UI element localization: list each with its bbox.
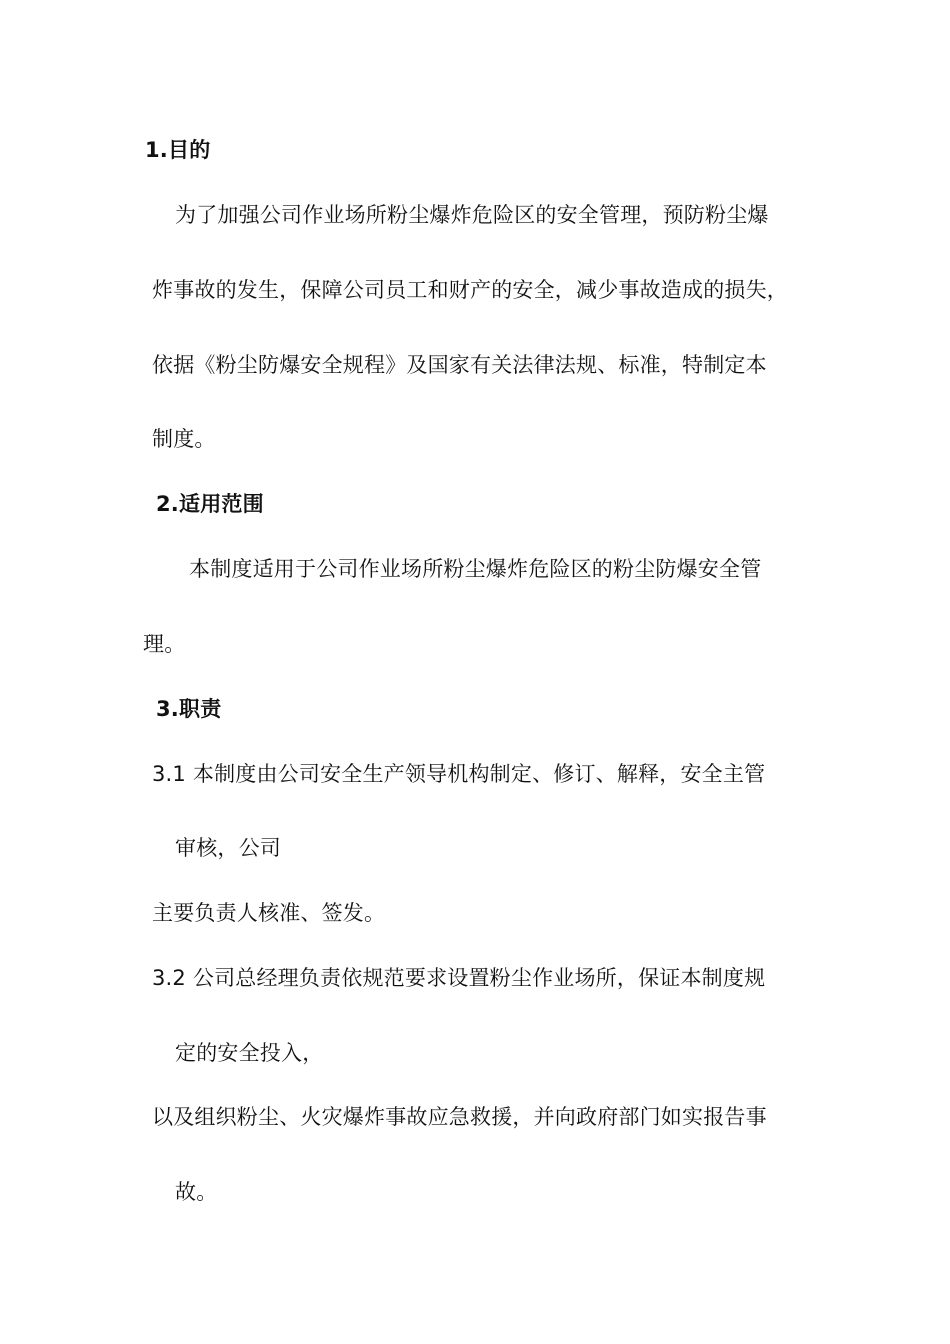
paragraph-line: 本制度适用于公司作业场所粉尘爆炸危险区的粉尘防爆安全管 xyxy=(189,557,762,581)
paragraph-line: 炸事故的发生，保障公司员工和财产的安全，减少事故造成的损失， xyxy=(152,278,788,302)
section-heading-scope: 2.适用范围 xyxy=(156,492,264,516)
paragraph-line: 制度。 xyxy=(152,427,216,451)
paragraph-line: 为了加强公司作业场所粉尘爆炸危险区的安全管理，预防粉尘爆 xyxy=(175,203,769,227)
section-heading-purpose: 1.目的 xyxy=(145,138,211,162)
paragraph-line: 定的安全投入， xyxy=(175,1041,324,1065)
paragraph-line: 依据《粉尘防爆安全规程》及国家有关法律法规、标准，特制定本 xyxy=(152,353,767,377)
paragraph-line: 3.2 公司总经理负责依规范要求设置粉尘作业场所，保证本制度规 xyxy=(152,966,766,990)
paragraph-line: 以及组织粉尘、火灾爆炸事故应急救援，并向政府部门如实报告事 xyxy=(152,1105,767,1129)
paragraph-line: 故。 xyxy=(175,1180,218,1204)
paragraph-line: 审核，公司 xyxy=(175,836,281,860)
paragraph-line: 理。 xyxy=(143,632,186,656)
section-heading-duties: 3.职责 xyxy=(156,697,222,721)
paragraph-line: 3.1 本制度由公司安全生产领导机构制定、修订、解释，安全主管 xyxy=(152,762,766,786)
paragraph-line: 主要负责人核准、签发。 xyxy=(152,901,386,925)
